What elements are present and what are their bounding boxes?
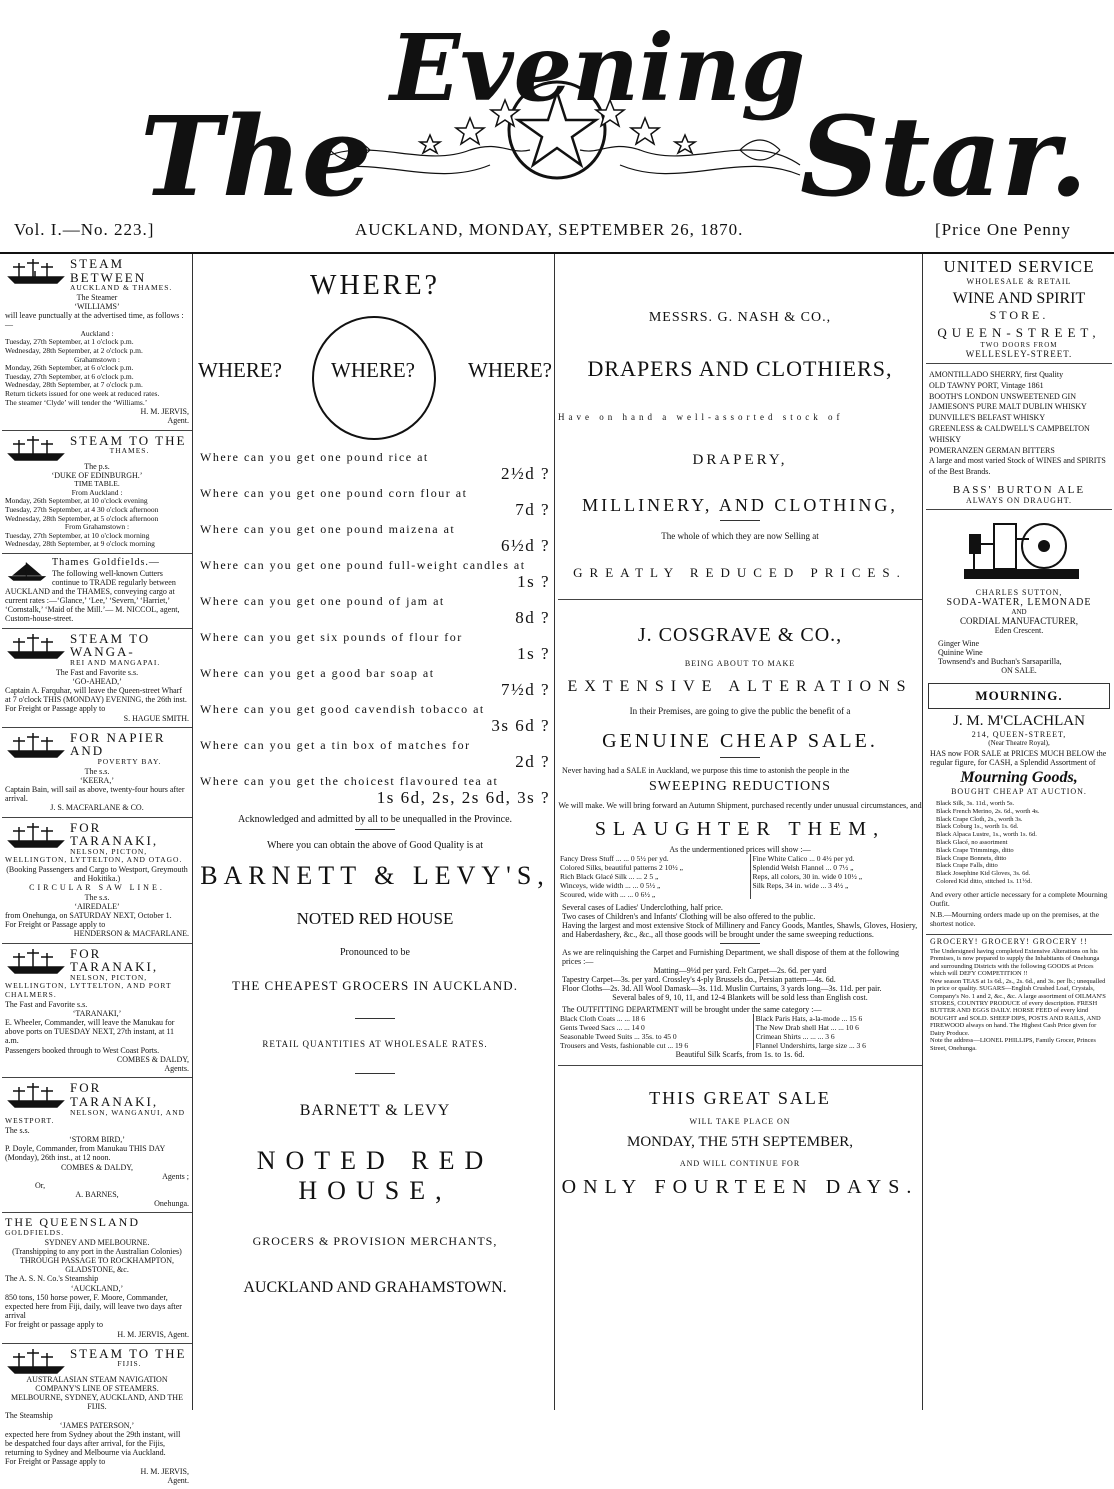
wine-list-item: GREENLESS & CALDWELL'S CAMPBELTON WHISKY (929, 423, 1090, 444)
steamship-icon (5, 434, 67, 462)
ad-line: The p.s. (84, 461, 110, 471)
price-row (558, 872, 922, 881)
ad-line: ‘TARANAKI,’ (72, 1008, 122, 1018)
ad-duke-of-edinburgh (2, 431, 192, 554)
price-row (558, 890, 922, 899)
ad-line: From Grahamstown : (64, 522, 130, 532)
ad-line: The A. S. N. Co.'s Steamship (5, 1274, 99, 1284)
queen-street: QUEEN-STREET, (937, 325, 1101, 340)
steamship-icon (5, 632, 67, 660)
ad-line: ‘GO-AHEAD,’ (72, 676, 122, 686)
ad-line: H. M. JERVIS, (140, 407, 189, 417)
ad-line: Onehunga. (154, 1199, 189, 1209)
messrs-nash: MESSRS. G. NASH & CO., (648, 310, 832, 325)
nb-mourning: N.B.—Mourning orders made up on the premises, at the shortest notice. (930, 909, 1099, 928)
divider (355, 829, 395, 830)
ad-sub: THAMES. (109, 446, 150, 456)
auckland-grahamstown: AUCKLAND AND GRAHAMSTOWN. (243, 1279, 507, 1296)
firm-name-2: BARNETT & LEVY (299, 1102, 451, 1119)
ad-united-service (926, 254, 1112, 363)
where-line (196, 558, 554, 594)
where-line-price: 3s 6d ? (491, 716, 550, 735)
price-table-outfitting (558, 1014, 922, 1050)
this-great-sale: THIS GREAT SALE (649, 1088, 831, 1108)
masthead-star: Star. (800, 92, 1088, 221)
carpet-dept: As we are relinquishing the Carpet and Furnishing Department, we shall dispose of them at the following prices :— (562, 948, 900, 966)
bought-cheap: BOUGHT CHEAP AT AUCTION. (951, 786, 1087, 796)
ad-line: J. S. MACFARLANE & CO. (50, 803, 144, 813)
where-line-price: 6½d ? (500, 536, 550, 555)
cutter-icon (5, 557, 49, 585)
mourning-list-item: Black Crape Falls, ditto (936, 862, 998, 870)
ad-williams (2, 254, 192, 431)
price-row (558, 1032, 922, 1041)
ad-sub: FIJIS. (117, 1359, 142, 1369)
ad-line: P. Doyle, Commander, from Manukau THIS DAY (Monday), 26th inst., at 12 noon. (5, 1144, 166, 1163)
ad-line: COMBES & DALDY, (116, 1054, 189, 1064)
ad-line: Grahamstown : (73, 354, 121, 364)
pronounced: Pronounced to be (340, 947, 410, 958)
ad-line: The Steamship (5, 1411, 53, 1421)
outfitting: The OUTFITTING DEPARTMENT will be brought under the same category :— (562, 1005, 822, 1014)
issue-price: [Price One Penny (935, 220, 1071, 239)
ad-line: Tuesday, 27th September, at 6 o'clock p.m. (5, 371, 134, 381)
price-cell: Rich Black Glacé Silk ... ... 2 5 „ (558, 872, 750, 881)
where-line-text: Where can you get one pound maizena at (200, 522, 456, 536)
store: STORE. (989, 308, 1049, 322)
ad-line: Return tickets issued for one week at reduced rates. (5, 389, 160, 399)
ad-head: STEAM TO WANGA- (70, 630, 151, 660)
soda-machine-illustration (954, 514, 1084, 584)
ad-line: Wednesday, 28th September, at 9 o'clock morning (5, 539, 155, 549)
where-lines (196, 450, 554, 810)
mourning-list-item: Black Silk, 3s. 11d., worth 5s. (936, 799, 1015, 807)
where-line-text: Where can you get good cavendish tobacco at (200, 702, 485, 716)
whole-selling: The whole of which they are now Selling at (661, 531, 819, 541)
cheapest-grocers: THE CHEAPEST GROCERS IN AUCKLAND. (232, 978, 518, 993)
cordial-manufacturer: CORDIAL MANUFACTURER, (959, 615, 1078, 626)
ad-sub: REI AND MANGAPAI. (70, 657, 161, 667)
masthead-the: The (140, 92, 372, 221)
where-line-text: Where can you get the choicest flavoured tea at (200, 774, 499, 788)
obtain-line: Where you can obtain the above of Good Quality is at (266, 840, 484, 851)
ad-sub: GOLDFIELDS. (5, 1228, 65, 1238)
mourning-list-item: Black Glacé, no assortment (936, 838, 1008, 846)
ad-head: FOR NAPIER AND (70, 729, 166, 759)
wellesley-street: WELLESLEY-STREET. (965, 349, 1073, 359)
where-title: WHERE? (310, 270, 440, 301)
ad-line: COMBES & DALDY, (60, 1162, 134, 1172)
price-cell: Silk Reps, 34 in. wide ... 3 4½ „ (752, 881, 849, 890)
never-having: Never having had a SALE in Auckland, we purpose this time to astonish the people in the (562, 766, 850, 775)
ad-head: FOR TARANAKI, (70, 1080, 159, 1109)
ginger-wine: Ginger Wine (938, 638, 980, 648)
noted-red-house-2: NOTED RED HOUSE, (256, 1146, 494, 1205)
where-center: WHERE? (331, 358, 415, 382)
where-line (196, 450, 554, 486)
masthead-evening: Evening (390, 14, 806, 122)
ad-line: TIME TABLE. (74, 479, 120, 489)
sweeping-reductions: SWEEPING REDUCTIONS (649, 779, 831, 794)
wholesale-retail: WHOLESALE & RETAIL (966, 277, 1072, 286)
ad-sub: POVERTY BAY. (97, 756, 162, 766)
floor-cloths: Floor Cloths—2s. 3d. All Wool Damask—3s. 11d. Muslin Curtains, 3 yards long—3s. 11d. per pair. (562, 984, 882, 993)
ad-head: STEAM TO THE (70, 432, 187, 448)
price-cell: Splendid Welsh Flannel ... 0 7½ „ (752, 863, 854, 872)
ad-line: The steamer ‘Clyde’ will tender the ‘Williams.’ (5, 397, 148, 407)
ad-head: FOR TARANAKI, (70, 945, 159, 975)
ad-line: Wednesday, 28th September, at 2 o'clock p.m. (5, 345, 143, 355)
volume-number: Vol. I.—No. 223.] (14, 220, 155, 239)
price-row (558, 1023, 922, 1032)
mourning-list-item: Black Crape Cloth, 2s., worth 3s. (936, 815, 1023, 823)
steamship-icon (5, 821, 67, 849)
price-row (558, 881, 922, 890)
ad-line: ‘WILLIAMS’ (74, 302, 120, 312)
ad-line: E. Wheeler, Commander, will leave the Manukau for above ports on TUESDAY NEXT, 27th instant, at 11 a.m. (5, 1018, 175, 1046)
dateline (0, 212, 1114, 254)
issue-date: AUCKLAND, MONDAY, SEPTEMBER 26, 1870. (355, 220, 744, 239)
united-service: UNITED SERVICE (943, 257, 1095, 276)
ad-thames-goldfields (2, 554, 192, 629)
ad-sub: NELSON, PICTON, WELLINGTON, LYTTELTON, AND OTAGO. (5, 846, 183, 865)
price-cell: Flannel Undershirts, large size ... 3 6 (755, 1041, 866, 1050)
where-line-text: Where can you get six pounds of flour for (200, 630, 463, 644)
drapers-clothiers: DRAPERS AND CLOTHIERS, (587, 356, 893, 381)
price-cell: Fine White Calico ... 0 4½ per yd. (752, 854, 855, 863)
ad-line: AUSTRALASIAN STEAM NAVIGATION COMPANY'S LINE OF STEAMERS. (26, 1374, 168, 1393)
greatly-reduced: GREATLY REDUCED PRICES. (573, 565, 907, 580)
where-line-price: 1s 6d, 2s, 2s 6d, 3s ? (376, 788, 550, 807)
price-cell: Trousers and Vests, fashionable cut ... 19 6 (558, 1041, 753, 1050)
sarsaparilla: Townsend's and Buchan's Sarsaparilla, (938, 656, 1062, 666)
ad-line: HENDERSON & MACFARLANE. (73, 929, 189, 939)
price-row (558, 1041, 922, 1050)
where-line-text: Where can you get one pound of jam at (200, 594, 445, 608)
always-on-draught: ALWAYS ON DRAUGHT. (965, 495, 1073, 505)
cosgrave: J. COSGRAVE & CO., (637, 624, 843, 646)
ad-line: (Transhipping to any port in the Australian Colonies) (12, 1246, 182, 1256)
ad-line: Passengers booked through to West Coast Ports. (5, 1045, 160, 1055)
has-now: HAS now FOR SALE at PRICES MUCH BELOW the regular figure, for CASH, a Splendid Assortment of (930, 748, 1107, 767)
column-barnett-levy (196, 254, 555, 1410)
where-row (196, 310, 554, 420)
price-cell: Reps, all colors, 30 in. wide 0 10½ „ (752, 872, 863, 881)
mourning-list-item: Black Alpaca Lustre, 1s., worth 1s. 6d. (936, 831, 1037, 839)
where-line (196, 702, 554, 738)
ad-body: The following well-known Cutters continue to TRADE regularly between AUCKLAND and the THAMES, conveying cargo at current rates :—‘Glance,’ ‘Lee,’ ‘Severn,’ ‘Harriet,’ ‘Cornstalk,’ ‘Maid of the Mill.’— M. NICCOL, agent, Custom-house-street. (5, 568, 180, 624)
where-line (196, 738, 554, 774)
wine-list-item: BOOTH'S LONDON UNSWEETENED GIN (929, 391, 1076, 401)
steamship-icon (5, 257, 67, 285)
ad-line: For Freight or Passage apply to (5, 920, 106, 930)
price-cell (750, 890, 922, 899)
mourning-goods: Mourning Goods, (960, 768, 1078, 786)
as-undermentioned: As the undermentioned prices will show :— (669, 845, 811, 854)
ad-mourning (928, 683, 1110, 709)
price-cell: Gents Tweed Sacs ... ... 14 0 (558, 1023, 753, 1032)
ad-taranaki (2, 944, 192, 1079)
column-wine-mourning (926, 254, 1112, 1410)
every-article: And every other article necessary for a complete Mourning Outfit. (930, 889, 1108, 908)
ad-head: FOR TARANAKI, (70, 819, 159, 849)
on-sale: ON SALE. (1001, 665, 1037, 675)
ad-line: S. HAGUE SMITH. (123, 713, 189, 723)
mourning-list-item: Black French Merino, 2s. 6d., worth 4s. (936, 807, 1040, 815)
steamship-icon (5, 1347, 67, 1375)
price-row (558, 854, 922, 863)
price-cell: Black Paris Hats, a-la-mode ... 15 6 (755, 1014, 863, 1023)
grocery-body-2: New season TEAS at 1s 6d., 2s., 2s. 6d., and 3s. per lb.; unequalled in price or quality. SUGARS—English Crushed Loaf, Crystals, Company's No. 1 and 2, &c., &c. A large assortment of OILMAN'S STORES, COUNTRY PRODUCE of every description. FRESH BUTTER AND EGGS DAILY. HORSE FEED of every kind BOUGHT and SOLD. SHEEP DIPS, POSTS AND RAILS, AND FIREWOOD always on hand. The Highest Cash Price given for Dairy Produce. (930, 977, 1106, 1037)
price-row (558, 1014, 922, 1023)
tapestry: Tapestry Carpet—3s. per yard. Crossley's 4-ply Brussels do., Persian pattern—4s. 6d. (562, 975, 836, 984)
price-cell: Seasonable Tweed Suits ... 35s. to 45 0 (558, 1032, 753, 1041)
charles-sutton: CHARLES SUTTON, (975, 587, 1063, 597)
where-line (196, 666, 554, 702)
ad-go-ahead (2, 629, 192, 728)
ad-line: Agent. (167, 416, 189, 426)
ad-line: Monday, 26th September, at 6 o'clock p.m. (5, 363, 134, 373)
ad-line: For freight or passage apply to (5, 1320, 103, 1330)
extensive-alterations: EXTENSIVE ALTERATIONS (567, 678, 913, 695)
ad-head: STEAM BETWEEN (70, 256, 147, 285)
ad-airedale (2, 818, 192, 944)
firm-name: BARNETT & LEVY'S, (200, 861, 550, 890)
ad-line: ‘DUKE OF EDINBURGH.’ (51, 470, 143, 480)
sale-date: MONDAY, THE 5TH SEPTEMBER, (626, 1134, 853, 1150)
wine-list-item: JAMIESON'S PURE MALT DUBLIN WHISKY (929, 402, 1087, 412)
acknowledged: Acknowledged and admitted by all to be unequalled in the Province. (237, 814, 513, 825)
mourning-list-item: Black Crape Trimmings, ditto (936, 846, 1014, 854)
where-line-price: 2d ? (515, 752, 550, 771)
ad-line: Tuesday, 27th September, at 10 o'clock morning (5, 530, 150, 540)
steamship-icon (5, 1081, 67, 1109)
ad-line: Tuesday, 27th September, at 4 30 o'clock afternoon (5, 504, 159, 514)
ad-sub: AUCKLAND & THAMES. (70, 283, 173, 293)
blankets: Several bales of 9, 10, 11, and 12-4 Blankets will be sold less than English cost. (612, 993, 868, 1002)
ad-line: From Auckland : (71, 487, 123, 497)
ad-line: Monday, 26th September, at 10 o'clock evening (5, 496, 148, 506)
ad-head: Thames Goldfields.— (52, 557, 160, 569)
masthead (0, 0, 1114, 221)
wine-list-item: POMERANZEN GERMAN BITTERS (929, 445, 1055, 455)
where-line (196, 522, 554, 558)
mclachlan: J. M. M'CLACHLAN (953, 712, 1085, 729)
ad-queensland (2, 1213, 192, 1343)
near-theatre: (Near Theatre Royal), (988, 738, 1050, 747)
divider (720, 520, 760, 521)
soda-lemonade: SODA-WATER, LEMONADE (946, 596, 1092, 608)
price-cell: Crimean Shirts ... ... ... 3 6 (755, 1032, 835, 1041)
ad-line: will leave punctually at the advertised time, as follows :— (5, 311, 184, 330)
silk-scarfs: Beautiful Silk Scarfs, from 1s. to 1s. 6d. (675, 1050, 805, 1059)
where-line-price: 2½d ? (500, 464, 550, 483)
and-word: AND (1011, 607, 1027, 616)
mourning-list (926, 796, 1112, 890)
wine-list-item: OLD TAWNY PORT, Vintage 1861 (929, 380, 1044, 390)
ad-line: Wednesday, 28th September, at 7 o'clock p.m. (5, 380, 143, 390)
where-line-price: 7½d ? (500, 680, 550, 699)
ad-line: Captain Bain, will sail as above, twenty-four hours after arrival. (5, 784, 185, 804)
ad-line: For Freight or Passage apply to (5, 1457, 106, 1467)
where-line-text: Where can you get a tin box of matches for (200, 738, 471, 752)
ad-line: ‘AUCKLAND,’ (70, 1283, 124, 1293)
premises: In their Premises, are going to give the public the benefit of a (629, 706, 851, 716)
divider (720, 757, 760, 758)
grocers-provision: GROCERS & PROVISION MERCHANTS, (252, 1234, 498, 1248)
have-on-hand: Have on hand a well-assorted stock of (558, 412, 844, 422)
ad-line: Agent. (167, 1475, 189, 1485)
price-row (558, 863, 922, 872)
ad-line: expected here from Sydney about the 29th instant, will be despatched four days after arrival, for the Fijis, returning to Sydney and Melbourne via Auckland. (5, 1429, 181, 1458)
matting: Matting—9½d per yard. Felt Carpet—2s. 6d. per yard (653, 966, 827, 975)
where-line-price: 7d ? (515, 500, 550, 519)
quinine-wine: Quinine Wine (938, 647, 983, 657)
being-about: BEING ABOUT TO MAKE (684, 659, 796, 668)
bass-ale: BASS' BURTON ALE (952, 483, 1086, 496)
where-line (196, 630, 554, 666)
where-left: WHERE? (198, 358, 282, 382)
wine-spirit: WINE AND SPIRIT (952, 290, 1086, 307)
where-line-price: 8d ? (515, 608, 550, 627)
price-cell: Fancy Dress Stuff ... ... 0 5½ per yd. (558, 854, 750, 863)
ad-line: The Fast and Favorite s.s. (5, 999, 88, 1009)
where-line (196, 486, 554, 522)
ad-line: CIRCULAR SAW LINE. (29, 883, 165, 893)
ad-line: Auckland : (80, 328, 114, 338)
mourning-heading: MOURNING. (975, 687, 1063, 703)
where-line-text: Where can you get a good bar soap at (200, 666, 435, 680)
will-take-place: WILL TAKE PLACE ON (689, 1117, 791, 1126)
mourning-list-item: Colored Kid ditto, stitched 1s. 11½d. (936, 877, 1032, 885)
several-cases: Several cases of Ladies' Underclothing, half price. (562, 903, 723, 912)
ad-line: Wednesday, 28th September, at 5 o'clock afternoon (5, 513, 159, 523)
ad-line: A. BARNES, (75, 1190, 119, 1200)
ad-sub: NELSON, PICTON, WELLINGTON, LYTTELTON, AND PORT CHALMERS. (5, 972, 172, 1000)
two-cases: Two cases of Children's and Infants' Clothing will be also offered to the public. (562, 912, 816, 921)
ad-line: The s.s. (84, 766, 110, 776)
divider (355, 1018, 395, 1019)
ad-line: SYDNEY AND MELBOURNE. (44, 1237, 150, 1247)
retail-quantities: RETAIL QUANTITIES AT WHOLESALE RATES. (262, 1039, 488, 1049)
ad-line: Or, (35, 1180, 46, 1190)
price-cell: Winceys, wide width ... ... 0 5½ „ (558, 881, 750, 890)
grocery-heading: GROCERY! GROCERY! GROCERY !! (930, 936, 1088, 946)
ad-head: THE QUEENSLAND (5, 1215, 140, 1230)
ad-line: Agents. (164, 1064, 189, 1074)
wine-list-item: A large and most varied Stock of WINES and SPIRITS of the Best Brands. (929, 456, 1106, 477)
wine-list-item: AMONTILLADO SHERRY, first Quality (929, 370, 1064, 379)
masthead-art (0, 0, 1114, 221)
ad-line: ‘AIREDALE’ (74, 901, 120, 911)
wine-list (926, 364, 1112, 484)
where-line-price: 1s ? (517, 644, 550, 663)
slaughter-them: SLAUGHTER THEM, (594, 818, 886, 840)
ad-line: Captain A. Farquhar, will leave the Queen-street Wharf at 7 o'clock THIS (MONDAY) EVENING, the 26th inst. (5, 685, 187, 705)
grocery-body: The Undersigned having completed Extensive Alterations on his Premises, is now prepared to supply the Inhabitants of Onehunga and surrounding Districts with the following GOODS at Prices which will DEFY COMPETITION !! (930, 947, 1100, 978)
ad-storm-bird (2, 1078, 192, 1213)
price-cell: Black Cloth Coats ... ... 18 6 (558, 1014, 753, 1023)
price-cell: The New Drab shell Hat ... ... 10 6 (755, 1023, 859, 1032)
grocery-note: Note the address—LIONEL PHILLIPS, Family Grocer, Princes Street, Onehunga. (930, 1037, 1096, 1052)
steamship-icon (5, 731, 67, 759)
mclachlan-address: 214, QUEEN-STREET, (971, 729, 1067, 739)
where-right: WHERE? (468, 358, 552, 382)
ad-line: The s.s. (5, 1125, 30, 1135)
ad-james-paterson (2, 1344, 192, 1489)
price-cell: Colored Silks, beautiful patterns 2 10½ „ (558, 863, 750, 872)
ad-line: 850 tons, 150 horse power, F. Moore, Commander, expected here from Fiji, daily, will leave two days after arrival (5, 1292, 182, 1321)
ad-keera (2, 728, 192, 818)
ad-line: THROUGH PASSAGE TO ROCKHAMPTON, GLADSTONE, &c. (20, 1256, 174, 1275)
wine-list-item: DUNVILLE'S BELFAST WHISKY (929, 413, 1046, 423)
ad-line: (Booking Passengers and Cargo to Westport, Greymouth and Hokitika.) (6, 865, 188, 884)
ad-line: H. M. JERVIS, (140, 1466, 189, 1476)
ad-line: ‘JAMES PATERSON,’ (59, 1420, 135, 1430)
where-line (196, 774, 554, 810)
mourning-list-item: Black Josephine Kid Gloves, 3s. 6d. (936, 870, 1031, 878)
fourteen-days: ONLY FOURTEEN DAYS. (561, 1176, 919, 1198)
ad-line: MELBOURNE, SYDNEY, AUCKLAND, AND THE FIJIS. (11, 1393, 183, 1412)
column-shipping (2, 254, 193, 1485)
where-line (196, 594, 554, 630)
where-line-text: Where can you get one pound corn flour at (200, 486, 468, 500)
divider (720, 943, 760, 944)
where-line-text: Where can you get one pound full-weight candles at (200, 558, 526, 572)
will-make: We will make. We will bring forward an Autumn Shipment, purchased recently under unusual circumstances, and (558, 801, 922, 810)
column-drapers (558, 254, 923, 1410)
price-cell: Scoured, wide with ... ... 0 6½ „ (558, 890, 750, 899)
ad-line: The Fast and Favorite s.s. (55, 667, 139, 677)
noted-red-house: NOTED RED HOUSE (296, 909, 454, 928)
where-line-text: Where can you get one pound rice at (200, 450, 429, 464)
steamship-icon (5, 947, 67, 975)
price-table-drapery (558, 854, 922, 899)
divider (355, 1073, 395, 1074)
mourning-list-item: Black Coburg 1s., worth 1s. 6d. (936, 823, 1019, 831)
ad-line: The s.s. (84, 892, 110, 902)
ad-line: ‘STORM BIRD,’ (69, 1134, 125, 1144)
two-doors: TWO DOORS FROM (980, 341, 1058, 349)
eden-crescent: Eden Crescent. (994, 625, 1044, 635)
mourning-list-item: Black Crape Bonnets, ditto (936, 854, 1007, 862)
millinery: MILLINERY, AND CLOTHING, (582, 495, 898, 515)
where-line-price: 1s ? (517, 572, 550, 591)
ad-line: ‘KEERA,’ (80, 775, 114, 785)
ad-line: Agents ; (162, 1171, 189, 1181)
ad-line: Tuesday, 27th September, at 1 o'clock p.m. (5, 337, 134, 347)
ad-head: STEAM TO THE (70, 1345, 187, 1361)
drapery: DRAPERY, (692, 452, 788, 468)
ad-line: The Steamer (76, 292, 118, 302)
continue-for: AND WILL CONTINUE FOR (679, 1159, 801, 1168)
ad-line: For Freight or Passage apply to (5, 704, 106, 714)
genuine-cheap-sale: GENUINE CHEAP SALE. (602, 730, 878, 752)
ad-sub: NELSON, WANGANUI, AND WESTPORT. (5, 1107, 186, 1126)
ad-line: from Onehunga, on SATURDAY NEXT, October 1. (5, 911, 172, 920)
ad-line: H. M. JERVIS, Agent. (117, 1329, 189, 1339)
having-largest: Having the largest and most extensive Stock of Millinery and Fancy Goods, Mantles, Shawls, Gloves, Hosiery, and Haberdashery, &c., &c., all those goods will be brought under the same sweeping reductions. (562, 921, 918, 939)
